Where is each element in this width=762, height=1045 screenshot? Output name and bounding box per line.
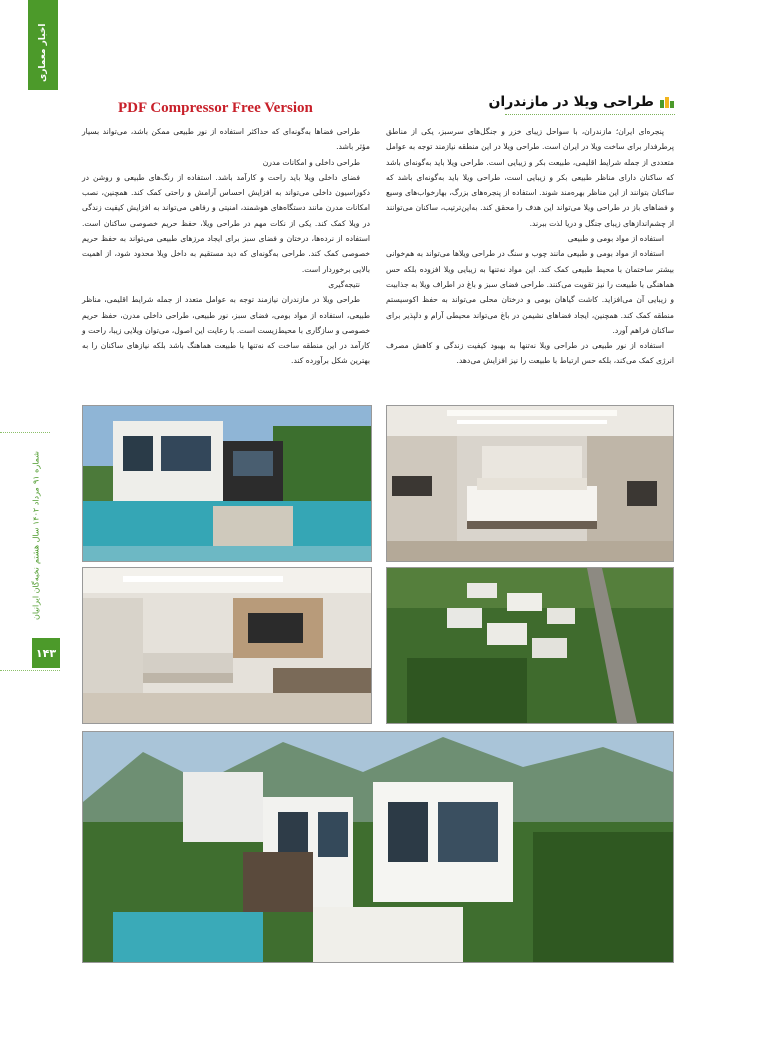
sidebar-number: شماره ۹۱ [31,450,41,484]
building-icon [660,96,674,108]
paragraph: طراحی فضاها به‌گونه‌ای که حداکثر استفاده از نور طبیعی ممکن باشد، می‌تواند بسیار مؤثر باشد. [82,127,370,152]
sidebar-divider [0,432,50,433]
subheading: طراحی داخلی و امکانات مدرن [262,157,360,167]
paragraph: پنجره‌ای ایران؛ مازندران، با سواحل زیبای خزر و جنگل‌های سرسبز، یکی از مناطق پرطرفدار برای ساخت ویلا در ایران است. طراحی ویلا در این منطقه نیازمند توجه به عوامل متعددی از جمله شرایط اقلیمی، طبیعت بکر و زیبایی است. طراحی ویلا باید به‌گونه‌ای باشد که ساکنان دارای مناظر طبیعی بکر و زیبایی است، طراحی ویلا باید به‌گونه‌ای باشد که ساکنان بتوانند از این مناظر بهره‌مند شوند. استفاده از پنجره‌های بزرگ، بهارخواب‌های وسیع و فضاهای باز در طراحی ویلا می‌تواند این هدف را محقق کند. به‌این‌ترتیب، ساکنان می‌توانند از چشم‌اندازهای زیبای جنگل و دریا لذت ببرند. [386,127,674,228]
paragraph: فضای داخلی ویلا باید راحت و کارآمد باشد. استفاده از رنگ‌های طبیعی و روشن در دکوراسیون داخلی می‌تواند به افزایش احساس آرامش و راحتی کمک کند. همچنین، نصب امکانات مدرن مانند دستگاه‌های هوشمند، امنیتی و رفاهی می‌تواند به افزایش کیفیت زندگی در ویلا کمک کند. یکی از نکات مهم در طراحی ویلا، حفظ حریم خصوصی ساکنان است. استفاده از نرده‌ها، درختان و فضای سبز برای ایجاد مرزهای طبیعی می‌تواند به حفظ حریم خصوصی کمک کند. طراحی به‌گونه‌ای که دید مستقیم به داخل ویلا محدود شود، از اهمیت بالایی برخوردار است. [82,172,370,274]
article-title: طراحی ویلا در مازندران [488,94,654,110]
sidebar-title: نخبه‌گان ایرانیان [31,567,41,620]
section-tab-label: اخبار معماری [38,23,48,83]
page-number: ۱۴۳ [32,638,60,668]
sidebar-issue: سال هشتم [31,527,41,565]
sidebar-issue-info [28,440,44,620]
aerial-villas-photo [386,567,674,724]
article-title-block [488,94,674,110]
left-column [82,124,370,369]
paragraph: طراحی ویلا در مازندران نیازمند توجه به عوامل متعدد از جمله شرایط اقلیمی، مناظر طبیعی، استفاده از مواد بومی، فضای سبز، نور طبیعی، طراحی داخلی مدرن، حفظ حریم خصوصی و سازگاری با محیط‌زیست است. با رعایت این اصول، می‌توان ویلایی زیبا، راحت و کارآمد در این منطقه ساخت که نه‌تنها با طبیعت هماهنگ باشد بلکه نیازهای ساکنان را به بهترین شکل برآورده کند. [82,295,370,366]
title-underline [505,114,675,115]
section-tab [28,0,58,90]
subheading: استفاده از مواد بومی و طبیعی [567,234,664,244]
bedroom-photo [386,405,674,562]
sidebar-divider-bottom [0,670,60,671]
subheading: نتیجه‌گیری [328,279,360,289]
villa-aerial-photo [82,731,674,963]
right-column [386,124,674,369]
living-room-photo [82,567,372,724]
watermark: PDF Compressor Free Version [118,100,313,116]
sidebar-date: مرداد ۱۴۰۲ [31,486,41,525]
villa-pool-photo [82,405,372,562]
paragraph: استفاده از نور طبیعی در طراحی ویلا نه‌تنها به بهبود کیفیت زندگی و کاهش مصرف انرژی کمک می‌کند، بلکه حس ارتباط با طبیعت را نیز افزایش می‌دهد. [386,341,674,366]
paragraph: استفاده از مواد بومی و طبیعی مانند چوب و سنگ در طراحی ویلاها می‌تواند به هم‌خوانی بیشتر ساختمان با محیط طبیعی کمک کند. این مواد نه‌تنها به زیبایی ویلا افزوده بلکه حس هماهنگی با طبیعت را نیز تقویت می‌کنند. طراحی فضای سبز و باغ در اطراف ویلا به جذابیت و زیبایی آن می‌افزاید. کاشت گیاهان بومی و درختان محلی می‌تواند به حفظ اکوسیستم منطقه کمک کند. همچنین، ایجاد فضاهای نشیمن در باغ می‌تواند محیطی آرام و دلپذیر برای ساکنان فراهم آورد. [386,249,674,335]
